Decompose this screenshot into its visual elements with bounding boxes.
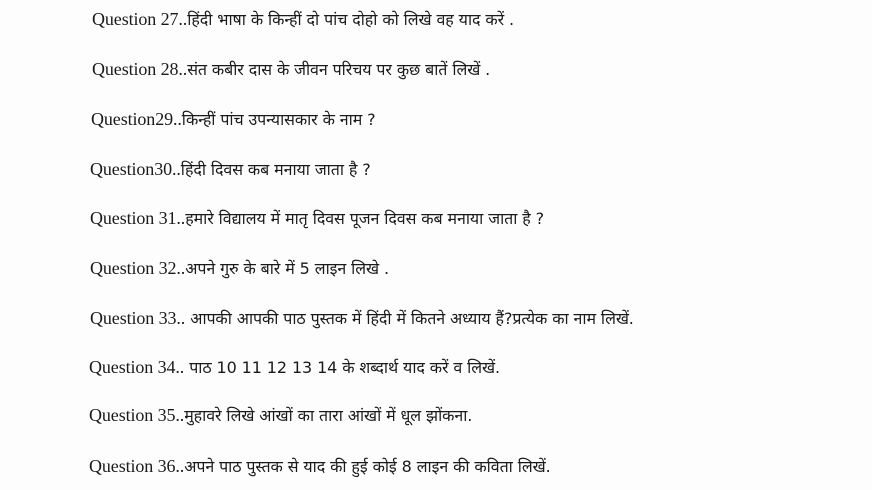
- question-31: [90, 207, 544, 230]
- question-32: [90, 257, 389, 280]
- question-text: पाठ 10 11 12 13 14 के शब्दार्थ याद करें व लिखें.: [184, 358, 501, 377]
- question-label: Question 27..: [92, 9, 188, 29]
- question-text: हमारे विद्यालय में मातृ दिवस पूजन दिवस कब मनाया जाता है ?: [185, 209, 545, 228]
- question-35: [89, 404, 472, 427]
- question-27: [92, 8, 514, 31]
- question-text: अपने पाठ पुस्तक से याद की हुई कोई 8 लाइन की कविता लिखें.: [184, 457, 551, 476]
- question-34: [89, 356, 500, 379]
- question-label: Question29..: [91, 109, 182, 129]
- question-30: [90, 158, 371, 181]
- question-label: Question 36..: [89, 456, 185, 476]
- question-label: Question 31..: [90, 208, 186, 228]
- question-label: Question 35..: [89, 405, 185, 425]
- question-28: [92, 58, 490, 81]
- question-label: Question 28..: [92, 59, 188, 79]
- question-text: हिंदी दिवस कब मनाया जाता है ?: [180, 160, 371, 179]
- question-text: संत कबीर दास के जीवन परिचय पर कुछ बातें लिखें .: [187, 60, 491, 79]
- question-text: किन्हीं पांच उपन्यासकार के नाम ?: [181, 110, 376, 129]
- question-33: [90, 307, 634, 330]
- question-text: आपकी आपकी पाठ पुस्तक में हिंदी में कितने अध्याय हैं?प्रत्येक का नाम लिखें.: [185, 309, 634, 328]
- question-text: अपने गुरु के बारे में 5 लाइन लिखे .: [185, 259, 390, 278]
- question-29: [91, 108, 376, 131]
- question-label: Question 34..: [89, 357, 185, 377]
- question-label: Question30..: [90, 159, 181, 179]
- question-text: हिंदी भाषा के किन्हीं दो पांच दोहो को लिखे वह याद करें .: [187, 10, 514, 29]
- question-label: Question 33..: [90, 308, 186, 328]
- question-text: मुहावरे लिखे आंखों का तारा आंखों में धूल झोंकना.: [184, 406, 473, 425]
- question-36: [89, 455, 551, 478]
- question-label: Question 32..: [90, 258, 186, 278]
